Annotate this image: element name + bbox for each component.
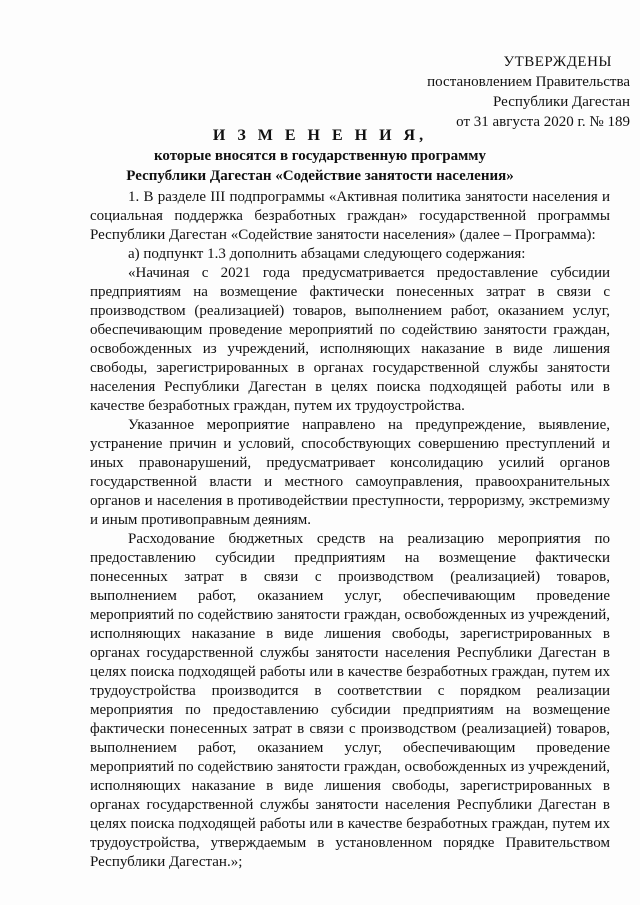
document-title — [60, 126, 580, 186]
document-body — [90, 188, 610, 872]
paragraph: Указанное мероприятие направлено на предупреждение, выявление, устранение причин и условий, способствующих совершению преступлений и иных правонарушений, предусматривает консолидацию усилий органов государственной власти и местного самоуправления, правоохранительных органов и населения в противодействии преступности, терроризму, экстремизму и иным противоправным деяниям. — [90, 417, 610, 528]
paragraph: а) подпункт 1.3 дополнить абзацами следующего содержания: — [128, 246, 526, 262]
approval-word: УТВЕРЖДЕНЫ — [503, 54, 612, 70]
approval-line-1: постановлением Правительства — [427, 74, 630, 90]
title-line-2: Республики Дагестан «Содействие занятости населения» — [126, 168, 514, 184]
paragraph: 1. В разделе III подпрограммы «Активная политика занятости населения и социальная поддержка безработных граждан» государственной программы Республики Дагестан «Содействие занятости населения» (далее – Программа): — [90, 189, 610, 243]
approval-line-3: от 31 августа 2020 г. № 189 — [456, 114, 630, 130]
approval-stamp — [380, 52, 630, 132]
paragraph: Расходование бюджетных средств на реализацию мероприятия по предоставлению субсидии предприятиям на возмещение фактически понесенных затрат в связи с производством (реализацией) товаров, выполнением работ, оказанием услуг, обеспечивающим проведение мероприятий по содействию занятости граждан, освобожденных из учреждений, исполняющих наказание в виде лишения свободы, зарегистрированных в органах государственной службы занятости населения Республики Дагестан в целях поиска подходящей работы или в качестве безработных граждан, путем их трудоустройства производится в соответствии с порядком реализации мероприятия по предоставлению субсидии предприятиям на возмещение фактически понесенных затрат в связи с производством (реализацией) товаров, выполнением работ, оказанием услуг, обеспечивающим проведение мероприятий по содействию занятости граждан, освобожденных из учреждений, исполняющих наказание в виде лишения свободы, зарегистрированных в органах государственной службы занятости населения Республики Дагестан в целях поиска подходящей работы или в качестве безработных граждан, путем их трудоустройства, утверждаемым в установленном порядке Правительством Республики Дагестан.»; — [90, 531, 610, 870]
approval-line-2: Республики Дагестан — [493, 94, 630, 110]
paragraph: «Начиная с 2021 года предусматривается предоставление субсидии предприятиям на возмещение фактически понесенных затрат в связи с производством (реализацией) товаров, выполнением работ, оказанием услуг, обеспечивающим проведение мероприятий по содействию занятости граждан, освобожденных из учреждений, исполняющих наказание в виде лишения свободы, зарегистрированных в органах государственной службы занятости населения Республики Дагестан в целях поиска подходящей работы или в качестве безработных граждан, путем их трудоустройства. — [90, 265, 610, 414]
title-heading: И З М Е Н Е Н И Я, — [212, 127, 428, 144]
title-line-1: которые вносятся в государственную программу — [153, 148, 487, 164]
